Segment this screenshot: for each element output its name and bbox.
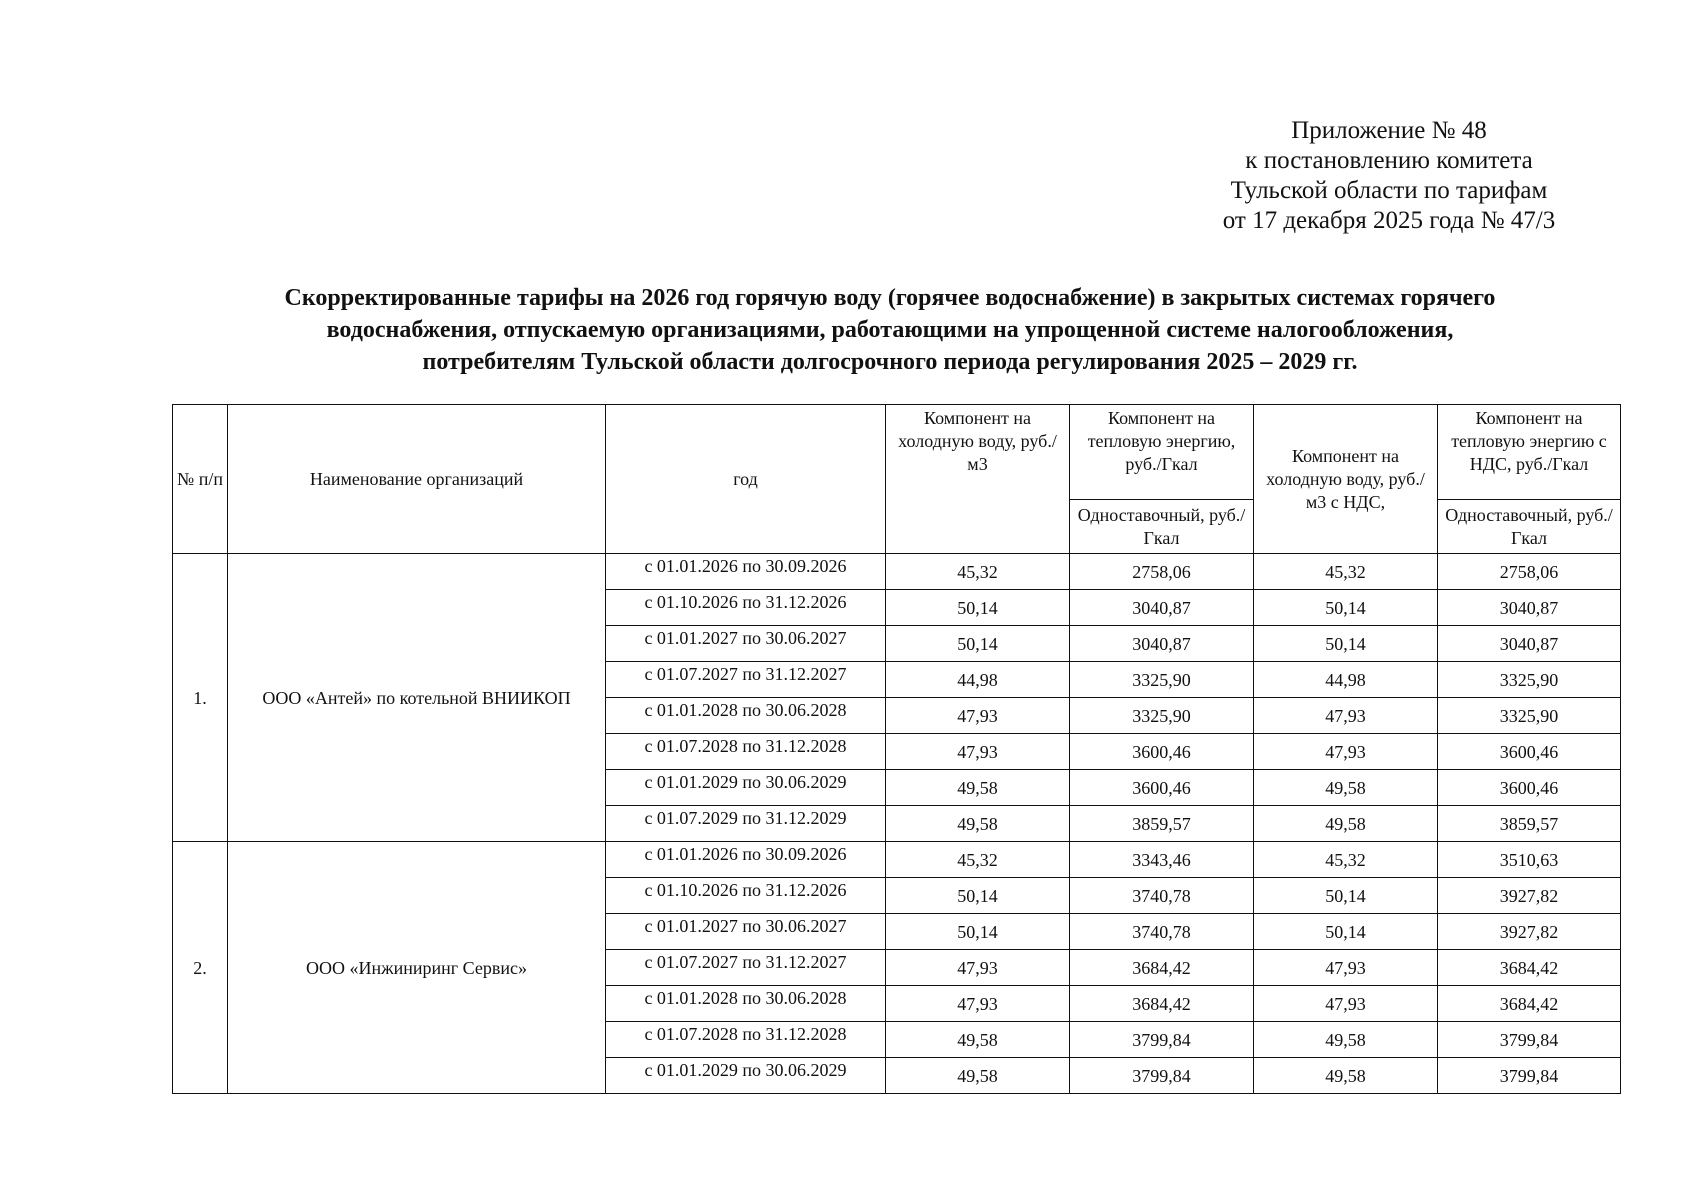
cold-water-cell: 45,32 xyxy=(886,842,1070,878)
period-cell: с 01.07.2028 по 31.12.2028 xyxy=(606,1022,886,1058)
heat-energy-vat-cell: 3600,46 xyxy=(1438,770,1621,806)
heat-energy-cell: 3600,46 xyxy=(1070,734,1254,770)
document-title xyxy=(160,282,1620,378)
table-header xyxy=(173,405,1621,554)
cold-water-cell: 50,14 xyxy=(886,626,1070,662)
heat-energy-vat-cell: 3684,42 xyxy=(1438,950,1621,986)
cold-water-vat-cell: 49,58 xyxy=(1254,1022,1438,1058)
period-cell: с 01.07.2029 по 31.12.2029 xyxy=(606,806,886,842)
heat-energy-cell: 3325,90 xyxy=(1070,662,1254,698)
org-number-cell: 2. xyxy=(173,842,228,1094)
appendix-line: Приложение № 48 xyxy=(1291,117,1487,144)
heat-energy-vat-cell: 2758,06 xyxy=(1438,554,1621,590)
header-heat: Компонент на тепловую энергию, руб./Гкал xyxy=(1070,405,1254,500)
period-cell: с 01.01.2027 по 30.06.2027 xyxy=(606,626,886,662)
cold-water-cell: 50,14 xyxy=(886,914,1070,950)
heat-energy-cell: 3799,84 xyxy=(1070,1022,1254,1058)
cold-water-cell: 45,32 xyxy=(886,554,1070,590)
period-cell: с 01.10.2026 по 31.12.2026 xyxy=(606,878,886,914)
period-cell: с 01.01.2028 по 30.06.2028 xyxy=(606,698,886,734)
heat-energy-vat-cell: 3325,90 xyxy=(1438,698,1621,734)
period-cell: с 01.01.2026 по 30.09.2026 xyxy=(606,842,886,878)
cold-water-vat-cell: 50,14 xyxy=(1254,590,1438,626)
cold-water-vat-cell: 47,93 xyxy=(1254,950,1438,986)
cold-water-vat-cell: 44,98 xyxy=(1254,662,1438,698)
heat-energy-cell: 3740,78 xyxy=(1070,914,1254,950)
cold-water-vat-cell: 47,93 xyxy=(1254,986,1438,1022)
tariffs-table xyxy=(172,404,1621,1094)
title-line: потребителям Тульской области долгосрочного периода регулирования 2025 – 2029 гг. xyxy=(422,349,1358,375)
header-heat-vat-sub: Одноставочный, руб./Гкал xyxy=(1438,500,1621,554)
heat-energy-vat-cell: 3040,87 xyxy=(1438,590,1621,626)
cold-water-cell: 47,93 xyxy=(886,950,1070,986)
heat-energy-vat-cell: 3799,84 xyxy=(1438,1022,1621,1058)
cold-water-vat-cell: 49,58 xyxy=(1254,806,1438,842)
cold-water-vat-cell: 50,14 xyxy=(1254,914,1438,950)
table-row xyxy=(173,554,1621,590)
cold-water-vat-cell: 50,14 xyxy=(1254,626,1438,662)
header-heat-sub: Одноставочный, руб./Гкал xyxy=(1070,500,1254,554)
heat-energy-cell: 3859,57 xyxy=(1070,806,1254,842)
period-cell: с 01.10.2026 по 31.12.2026 xyxy=(606,590,886,626)
cold-water-cell: 47,93 xyxy=(886,698,1070,734)
period-cell: с 01.01.2029 по 30.06.2029 xyxy=(606,770,886,806)
header-cold-vat: Компонент на холодную воду, руб./м3 с НДС, xyxy=(1254,405,1438,554)
heat-energy-vat-cell: 3600,46 xyxy=(1438,734,1621,770)
heat-energy-vat-cell: 3325,90 xyxy=(1438,662,1621,698)
header-heat-vat: Компонент на тепловую энергию с НДС, руб./Гкал xyxy=(1438,405,1621,500)
appendix-line: Тульской области по тарифам xyxy=(1230,177,1548,204)
header-org: Наименование организаций xyxy=(228,405,606,554)
period-cell: с 01.01.2029 по 30.06.2029 xyxy=(606,1058,886,1094)
heat-energy-cell: 3740,78 xyxy=(1070,878,1254,914)
cold-water-cell: 47,93 xyxy=(886,986,1070,1022)
cold-water-cell: 49,58 xyxy=(886,806,1070,842)
heat-energy-cell: 3684,42 xyxy=(1070,950,1254,986)
heat-energy-cell: 2758,06 xyxy=(1070,554,1254,590)
table-body xyxy=(173,554,1621,1094)
header-cold: Компонент на холодную воду, руб./м3 xyxy=(886,405,1070,554)
heat-energy-vat-cell: 3927,82 xyxy=(1438,878,1621,914)
cold-water-cell: 47,93 xyxy=(886,734,1070,770)
title-line: водоснабжения, отпускаемую организациями, работающими на упрощенной системе налогообложения, xyxy=(326,317,1454,343)
cold-water-cell: 44,98 xyxy=(886,662,1070,698)
period-cell: с 01.07.2028 по 31.12.2028 xyxy=(606,734,886,770)
heat-energy-vat-cell: 3799,84 xyxy=(1438,1058,1621,1094)
org-number-cell: 1. xyxy=(173,554,228,842)
appendix-line: к постановлению комитета xyxy=(1245,147,1533,174)
period-cell: с 01.01.2028 по 30.06.2028 xyxy=(606,986,886,1022)
cold-water-cell: 49,58 xyxy=(886,1022,1070,1058)
cold-water-cell: 49,58 xyxy=(886,1058,1070,1094)
heat-energy-cell: 3040,87 xyxy=(1070,590,1254,626)
cold-water-cell: 49,58 xyxy=(886,770,1070,806)
header-year: год xyxy=(606,405,886,554)
heat-energy-vat-cell: 3927,82 xyxy=(1438,914,1621,950)
heat-energy-cell: 3343,46 xyxy=(1070,842,1254,878)
period-cell: с 01.01.2026 по 30.09.2026 xyxy=(606,554,886,590)
cold-water-vat-cell: 47,93 xyxy=(1254,734,1438,770)
heat-energy-cell: 3799,84 xyxy=(1070,1058,1254,1094)
cold-water-cell: 50,14 xyxy=(886,878,1070,914)
heat-energy-cell: 3600,46 xyxy=(1070,770,1254,806)
heat-energy-cell: 3325,90 xyxy=(1070,698,1254,734)
period-cell: с 01.01.2027 по 30.06.2027 xyxy=(606,914,886,950)
heat-energy-vat-cell: 3684,42 xyxy=(1438,986,1621,1022)
cold-water-vat-cell: 50,14 xyxy=(1254,878,1438,914)
org-name-cell: ООО «Инжиниринг Сервис» xyxy=(228,842,606,1094)
title-line: Скорректированные тарифы на 2026 год горячую воду (горячее водоснабжение) в закрытых системах горячего xyxy=(284,285,1496,311)
org-name-cell: ООО «Антей» по котельной ВНИИКОП xyxy=(228,554,606,842)
header-num: № п/п xyxy=(173,405,228,554)
heat-energy-cell: 3684,42 xyxy=(1070,986,1254,1022)
period-cell: с 01.07.2027 по 31.12.2027 xyxy=(606,950,886,986)
heat-energy-vat-cell: 3859,57 xyxy=(1438,806,1621,842)
cold-water-vat-cell: 49,58 xyxy=(1254,1058,1438,1094)
cold-water-vat-cell: 49,58 xyxy=(1254,770,1438,806)
appendix-line: от 17 декабря 2025 года № 47/3 xyxy=(1222,207,1556,234)
appendix-block xyxy=(1169,116,1609,236)
cold-water-cell: 50,14 xyxy=(886,590,1070,626)
cold-water-vat-cell: 45,32 xyxy=(1254,554,1438,590)
period-cell: с 01.07.2027 по 31.12.2027 xyxy=(606,662,886,698)
heat-energy-cell: 3040,87 xyxy=(1070,626,1254,662)
heat-energy-vat-cell: 3040,87 xyxy=(1438,626,1621,662)
table-row xyxy=(173,842,1621,878)
cold-water-vat-cell: 47,93 xyxy=(1254,698,1438,734)
cold-water-vat-cell: 45,32 xyxy=(1254,842,1438,878)
heat-energy-vat-cell: 3510,63 xyxy=(1438,842,1621,878)
